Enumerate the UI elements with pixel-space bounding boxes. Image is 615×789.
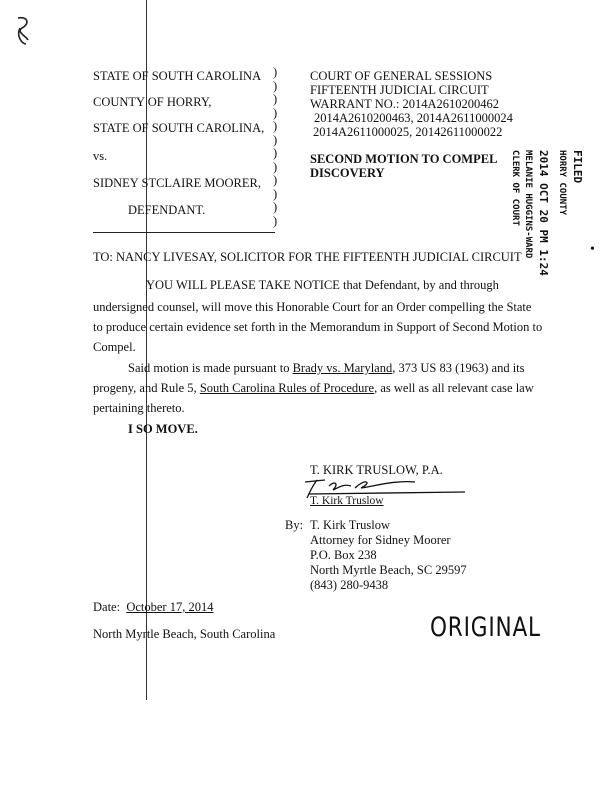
stamp-clerk: CLERK OF COURT — [510, 150, 520, 226]
rules-citation: South Carolina Rules of Procedure — [199, 381, 375, 395]
attorney-po-box: P.O. Box 238 — [310, 548, 377, 562]
signed-name: T. Kirk Truslow — [310, 495, 384, 507]
caption-rule — [93, 232, 275, 233]
caption-parentheses: ) ) ) ) ) ) ) ) ) ) ) ) — [273, 65, 278, 228]
attorney-city: North Myrtle Beach, SC 29597 — [310, 563, 467, 577]
attorney-role: Attorney for Sidney Moorer — [310, 533, 451, 547]
body-line: Said motion is made pursuant to Brady vs. Maryland, 373 US 83 (1963) and its — [128, 361, 525, 375]
warrant-no-2: 2014A2610200463, 2014A2611000024 — [314, 111, 513, 125]
by-label: By: — [285, 518, 304, 532]
motion-title: SECOND MOTION TO COMPEL — [310, 152, 498, 166]
attorney-phone: (843) 280-9438 — [310, 578, 389, 592]
handwritten-mark-icon — [12, 14, 34, 48]
firm-name: T. KIRK TRUSLOW, P.A. — [310, 463, 443, 477]
court-name: COURT OF GENERAL SESSIONS — [310, 69, 493, 83]
attorney-name: T. Kirk Truslow — [310, 518, 390, 532]
so-move: I SO MOVE. — [128, 422, 198, 436]
body-line: progeny, and Rule 5, South Carolina Rules of Procedure, as well as all relevant case law — [93, 381, 534, 395]
warrant-no: WARRANT NO.: 2014A2610200462 — [310, 97, 500, 111]
body-line: undersigned counsel, will move this Honorable Court for an Order compelling the State — [93, 300, 532, 314]
warrant-no-3: 2014A2611000025, 20142611000022 — [313, 125, 503, 139]
body-line: Compel. — [93, 340, 136, 354]
original-stamp: ORIGINAL — [430, 612, 541, 643]
stamp-county: HORRY COUNTY — [557, 150, 567, 216]
date-value: October 17, 2014 — [126, 600, 214, 614]
caption-state: STATE OF SOUTH CAROLINA — [93, 69, 262, 83]
motion-title-2: DISCOVERY — [310, 166, 385, 180]
stamp-clerk-name: MELANIE HUGGINS-WARD — [523, 150, 533, 259]
body-line: YOU WILL PLEASE TAKE NOTICE that Defendant, by and through — [146, 278, 499, 292]
body-line: pertaining thereto. — [93, 401, 185, 415]
stamp-date: 2014 OCT 20 PM 1:24 — [537, 150, 550, 276]
caption-state-2: STATE OF SOUTH CAROLINA, — [93, 121, 265, 135]
caption-defendant-name: SIDNEY STCLAIRE MOORER, — [93, 176, 261, 190]
stamp-filed: FILED — [571, 150, 584, 184]
case-citation: Brady vs. Maryland — [292, 361, 393, 375]
caption-vs: vs. — [93, 149, 108, 163]
caption-county: COUNTY OF HORRY, — [93, 95, 212, 109]
circuit: FIFTEENTH JUDICIAL CIRCUIT — [310, 83, 489, 97]
body-line: to produce certain evidence set forth in the Memorandum in Support of Second Motion to — [93, 320, 543, 334]
scan-mark: • — [590, 242, 595, 257]
location: North Myrtle Beach, South Carolina — [93, 627, 276, 641]
to-line: TO: NANCY LIVESAY, SOLICITOR FOR THE FIFTEENTH JUDICIAL CIRCUIT — [93, 250, 522, 264]
caption-defendant-label: DEFENDANT. — [128, 203, 206, 217]
date-line: Date: October 17, 2014 — [93, 600, 214, 614]
